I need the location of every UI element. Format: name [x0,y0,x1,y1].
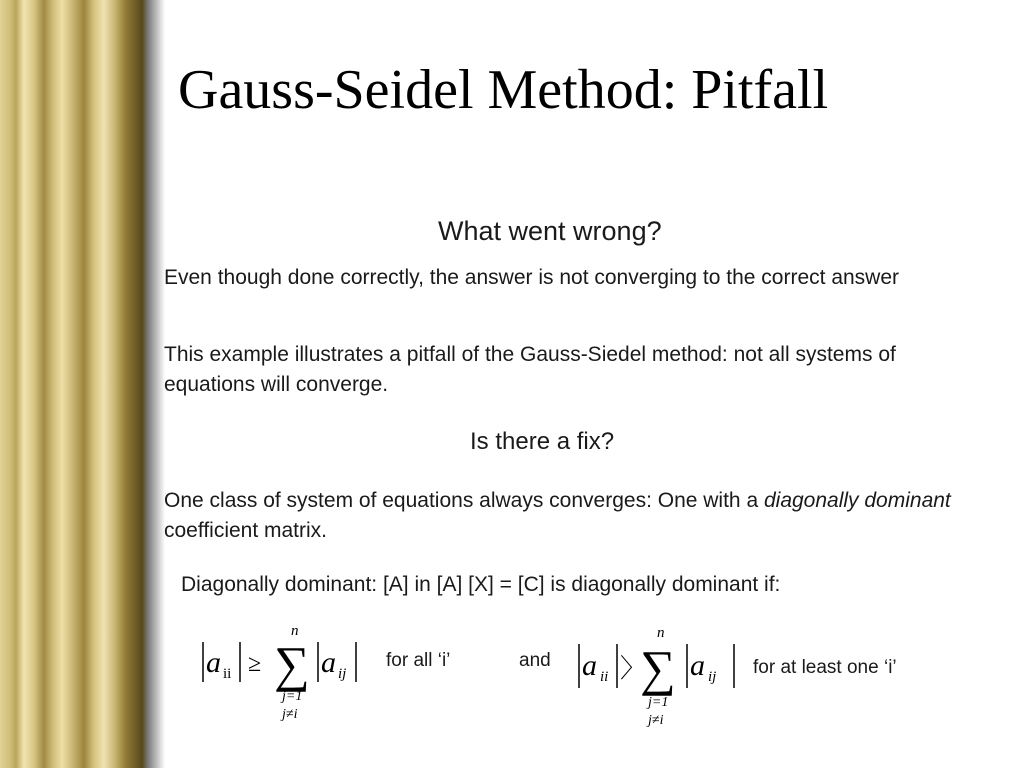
definition-line: Diagonally dominant: [A] in [A] [X] = [C] is diagonally dominant if: [181,573,781,596]
formula-condition-all [196,620,366,735]
formula-2-lhs-sub: ii [600,669,609,685]
paragraph-diagonal-dominance [164,486,1014,546]
formula-2-a-ii: a [582,649,597,682]
formula-2-upper-limit: n [657,625,665,641]
formula-1-a-ii: a [206,646,221,679]
formula-1-relation: ≥ [248,651,262,677]
formula-1-lower-limit-1: j=1 [282,689,303,704]
formula-1-lhs-sub: ii [223,666,232,682]
formula-2-relation: 〉 [620,654,647,683]
heading-what-went-wrong: What went wrong? [438,216,662,246]
heading-is-there-a-fix: Is there a fix? [470,428,615,455]
paragraph-pitfall: This example illustrates a pitfall of the Gauss-Siedel method: not all systems of equations will converge. [164,343,896,396]
formula-1-upper-limit: n [291,623,299,639]
formula-2-lower-limit-2: j≠i [648,713,664,728]
decorative-sidebar [0,0,165,768]
formula-2-rhs-sub: ij [708,669,717,685]
formula-1-rhs-sub: ij [338,666,347,682]
formula-1-lower-limit-2: j≠i [282,707,298,722]
condition-all-label: for all ‘i’ [386,650,451,671]
formula-2-a-ij: a [690,649,705,682]
paragraph-prefix: One class of system of equations always converges: One with a [164,489,764,512]
formula-2-sum-sign: ∑ [640,640,676,696]
paragraph-emphasis: diagonally dominant [763,489,951,512]
formula-condition-at-least-one [572,622,747,739]
formula-1-a-ij: a [321,646,336,679]
formula-2-lower-limit-1: j=1 [648,695,669,710]
condition-at-least-one-label: for at least one ‘i’ [753,657,897,678]
paragraph-not-converging: Even though done correctly, the answer is not converging to the correct answer [164,266,900,289]
connector-and: and [519,650,551,671]
slide-title: Gauss-Seidel Method: Pitfall [178,59,829,121]
paragraph-suffix: coefficient matrix. [164,519,328,542]
formula-1-sum-sign: ∑ [274,636,310,692]
